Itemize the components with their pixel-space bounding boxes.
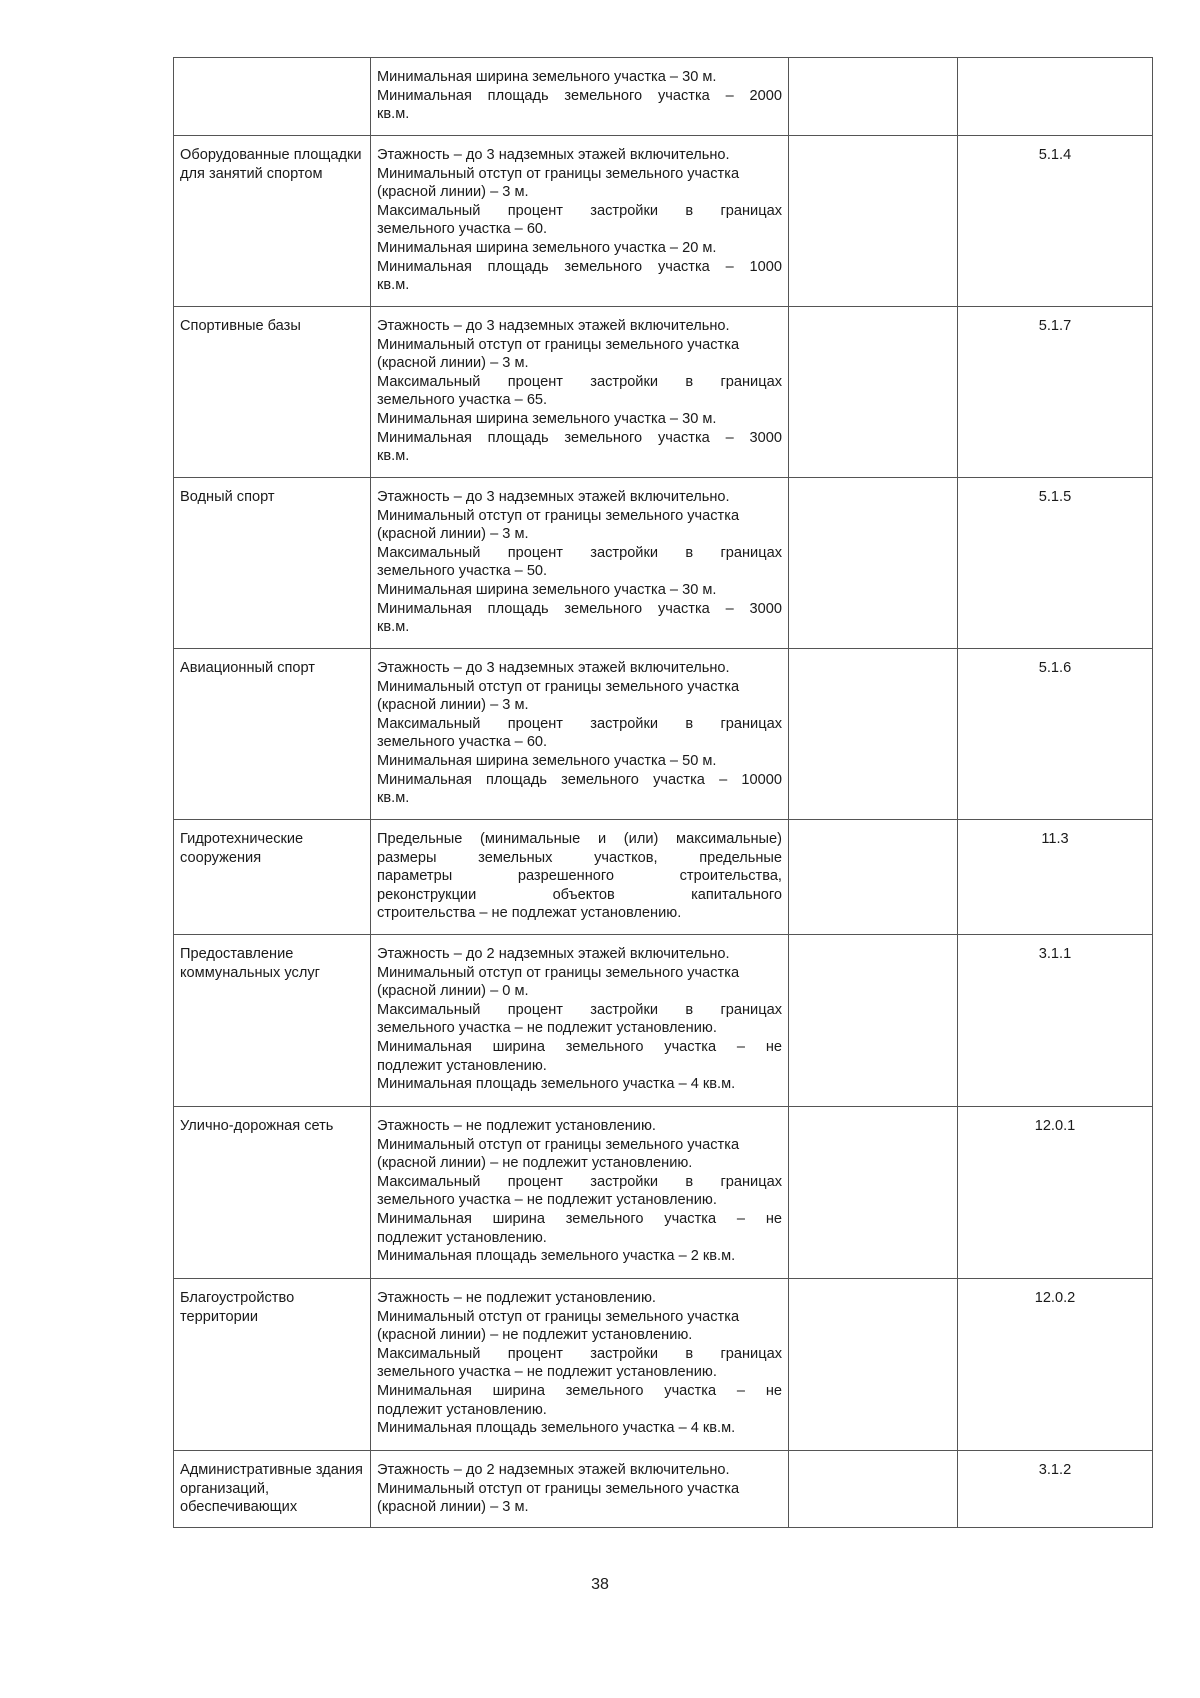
parameter-line: (красной линии) – 3 м.	[377, 1499, 529, 1516]
parameter-line: Минимальная ширина земельного участка – 30 м.	[377, 581, 717, 598]
use-type-code: 5.1.7	[958, 307, 1153, 478]
use-type-code: 3.1.2	[958, 1451, 1153, 1528]
parameters-cell	[371, 58, 789, 136]
parameter-line: строительства – не подлежат установлению.	[377, 905, 682, 922]
use-type-name: Предоставление коммунальных услуг	[174, 935, 371, 1107]
parameters-cell	[371, 649, 789, 820]
parameter-line: Максимальный процент застройки в границах	[377, 715, 782, 732]
parameter-line: Минимальный отступ от границы земельного участка	[377, 1480, 740, 1497]
page-number: 38	[591, 1576, 609, 1593]
parameter-line: (красной линии) – 3 м.	[377, 526, 529, 543]
parameter-line: (красной линии) – 3 м.	[377, 697, 529, 714]
use-type-name: Улично-дорожная сеть	[174, 1107, 371, 1279]
empty-column-cell	[789, 58, 958, 136]
parameter-line: Минимальная ширина земельного участка – 20 м.	[377, 239, 717, 256]
empty-column-cell	[789, 1279, 958, 1451]
use-type-code	[958, 58, 1153, 136]
parameter-line: Минимальная площадь земельного участка – 10000	[377, 771, 782, 788]
parameter-line: (красной линии) – не подлежит установлению.	[377, 1155, 693, 1172]
parameter-line: Максимальный процент застройки в границах	[377, 373, 782, 390]
parameter-line: подлежит установлению.	[377, 1229, 547, 1246]
parameter-line: земельного участка – 60.	[377, 734, 548, 751]
parameter-line: размеры земельных участков, предельные	[377, 849, 782, 866]
parameters-cell	[371, 820, 789, 935]
parameter-line: Минимальный отступ от границы земельного участка	[377, 165, 740, 182]
parameter-line: Максимальный процент застройки в границах	[377, 1345, 782, 1362]
parameter-line: Минимальный отступ от границы земельного участка	[377, 507, 740, 524]
use-type-code: 3.1.1	[958, 935, 1153, 1107]
parameter-line: Минимальная площадь земельного участка – 3000	[377, 429, 782, 446]
parameter-line: Максимальный процент застройки в границах	[377, 544, 782, 561]
parameter-line: земельного участка – 50.	[377, 563, 548, 580]
table-row	[174, 1107, 1153, 1279]
use-type-name: Благоустройство территории	[174, 1279, 371, 1451]
parameters-cell	[371, 1107, 789, 1279]
parameter-line: Минимальный отступ от границы земельного участка	[377, 1308, 740, 1325]
parameters-cell	[371, 935, 789, 1107]
parameter-line: земельного участка – 60.	[377, 221, 548, 238]
parameter-line: земельного участка – не подлежит установлению.	[377, 1020, 717, 1037]
empty-column-cell	[789, 820, 958, 935]
parameter-line: Этажность – до 3 надземных этажей включительно.	[377, 489, 730, 505]
parameter-line: Максимальный процент застройки в границах	[377, 1173, 782, 1190]
parameter-line: (красной линии) – 3 м.	[377, 355, 529, 372]
parameter-line: Минимальная ширина земельного участка – не	[377, 1038, 782, 1055]
parameter-line: подлежит установлению.	[377, 1057, 547, 1074]
parameter-line: Минимальная площадь земельного участка – 4 кв.м.	[377, 1420, 736, 1437]
empty-column-cell	[789, 307, 958, 478]
use-type-code: 12.0.2	[958, 1279, 1153, 1451]
empty-column-cell	[789, 935, 958, 1107]
table-row	[174, 307, 1153, 478]
table-row	[174, 935, 1153, 1107]
parameter-line: Минимальный отступ от границы земельного участка	[377, 1136, 740, 1153]
parameter-line: Максимальный процент застройки в границах	[377, 1001, 782, 1018]
table-row	[174, 649, 1153, 820]
table-row	[174, 58, 1153, 136]
use-type-name: Спортивные базы	[174, 307, 371, 478]
parameter-line: реконструкции объектов капитального	[377, 886, 782, 903]
table-row	[174, 478, 1153, 649]
use-type-name: Оборудованные площадки для занятий спортом	[174, 136, 371, 307]
parameter-line: Этажность – до 3 надземных этажей включительно.	[377, 318, 730, 334]
empty-column-cell	[789, 136, 958, 307]
regulations-table-body	[174, 58, 1153, 1528]
use-type-code: 5.1.4	[958, 136, 1153, 307]
parameter-line: Минимальный отступ от границы земельного участка	[377, 336, 740, 353]
use-type-name: Гидротехнические сооружения	[174, 820, 371, 935]
parameter-line: Этажность – не подлежит установлению.	[377, 1118, 656, 1134]
use-type-code: 5.1.5	[958, 478, 1153, 649]
parameter-line: Минимальный отступ от границы земельного участка	[377, 964, 740, 981]
table-row	[174, 1279, 1153, 1451]
parameters-cell	[371, 1279, 789, 1451]
parameters-cell	[371, 1451, 789, 1528]
parameter-line: Этажность – до 2 надземных этажей включительно.	[377, 1462, 730, 1478]
parameter-line: Предельные (минимальные и (или) максимальные)	[377, 831, 782, 847]
parameter-line: Этажность – до 3 надземных этажей включительно.	[377, 660, 730, 676]
empty-column-cell	[789, 649, 958, 820]
parameter-line: параметры разрешенного строительства,	[377, 868, 782, 885]
use-type-name	[174, 58, 371, 136]
parameter-line: кв.м.	[377, 790, 410, 807]
table-row	[174, 820, 1153, 935]
parameter-line: (красной линии) – не подлежит установлению.	[377, 1327, 693, 1344]
parameter-line: Минимальная ширина земельного участка – 30 м.	[377, 410, 717, 427]
use-type-code: 11.3	[958, 820, 1153, 935]
parameter-line: Минимальная площадь земельного участка – 2 кв.м.	[377, 1248, 736, 1265]
parameter-line: подлежит установлению.	[377, 1401, 547, 1418]
empty-column-cell	[789, 1107, 958, 1279]
parameter-line: (красной линии) – 3 м.	[377, 184, 529, 201]
use-type-name: Авиационный спорт	[174, 649, 371, 820]
parameter-line: Минимальная ширина земельного участка – 50 м.	[377, 752, 717, 769]
empty-column-cell	[789, 478, 958, 649]
table-row	[174, 136, 1153, 307]
parameter-line: земельного участка – 65.	[377, 392, 548, 409]
parameter-line: кв.м.	[377, 619, 410, 636]
parameter-line: Минимальная ширина земельного участка – не	[377, 1382, 782, 1399]
parameter-line: Минимальный отступ от границы земельного участка	[377, 678, 740, 695]
parameter-line: Этажность – до 2 надземных этажей включительно.	[377, 946, 730, 962]
parameter-line: Минимальная площадь земельного участка – 3000	[377, 600, 782, 617]
use-type-name: Водный спорт	[174, 478, 371, 649]
empty-column-cell	[789, 1451, 958, 1528]
parameter-line: Этажность – до 3 надземных этажей включительно.	[377, 147, 730, 163]
table-row	[174, 1451, 1153, 1528]
parameter-line: Минимальная площадь земельного участка – 2000	[377, 87, 782, 104]
use-type-code: 5.1.6	[958, 649, 1153, 820]
parameter-line: земельного участка – не подлежит установлению.	[377, 1192, 717, 1209]
parameter-line: земельного участка – не подлежит установлению.	[377, 1364, 717, 1381]
use-type-code: 12.0.1	[958, 1107, 1153, 1279]
parameter-line: Минимальная ширина земельного участка – 30 м.	[377, 69, 717, 85]
use-type-name: Административные здания организаций, обеспечивающих	[174, 1451, 371, 1528]
parameter-line: Минимальная ширина земельного участка – не	[377, 1210, 782, 1227]
parameter-line: кв.м.	[377, 106, 410, 123]
parameter-line: (красной линии) – 0 м.	[377, 983, 529, 1000]
parameters-cell	[371, 478, 789, 649]
parameter-line: Максимальный процент застройки в границах	[377, 202, 782, 219]
parameters-cell	[371, 136, 789, 307]
parameter-line: Минимальная площадь земельного участка – 4 кв.м.	[377, 1076, 736, 1093]
parameters-cell	[371, 307, 789, 478]
parameter-line: кв.м.	[377, 277, 410, 294]
parameter-line: Минимальная площадь земельного участка – 1000	[377, 258, 782, 275]
parameter-line: кв.м.	[377, 448, 410, 465]
parameter-line: Этажность – не подлежит установлению.	[377, 1290, 656, 1306]
regulations-table	[173, 57, 1153, 1528]
